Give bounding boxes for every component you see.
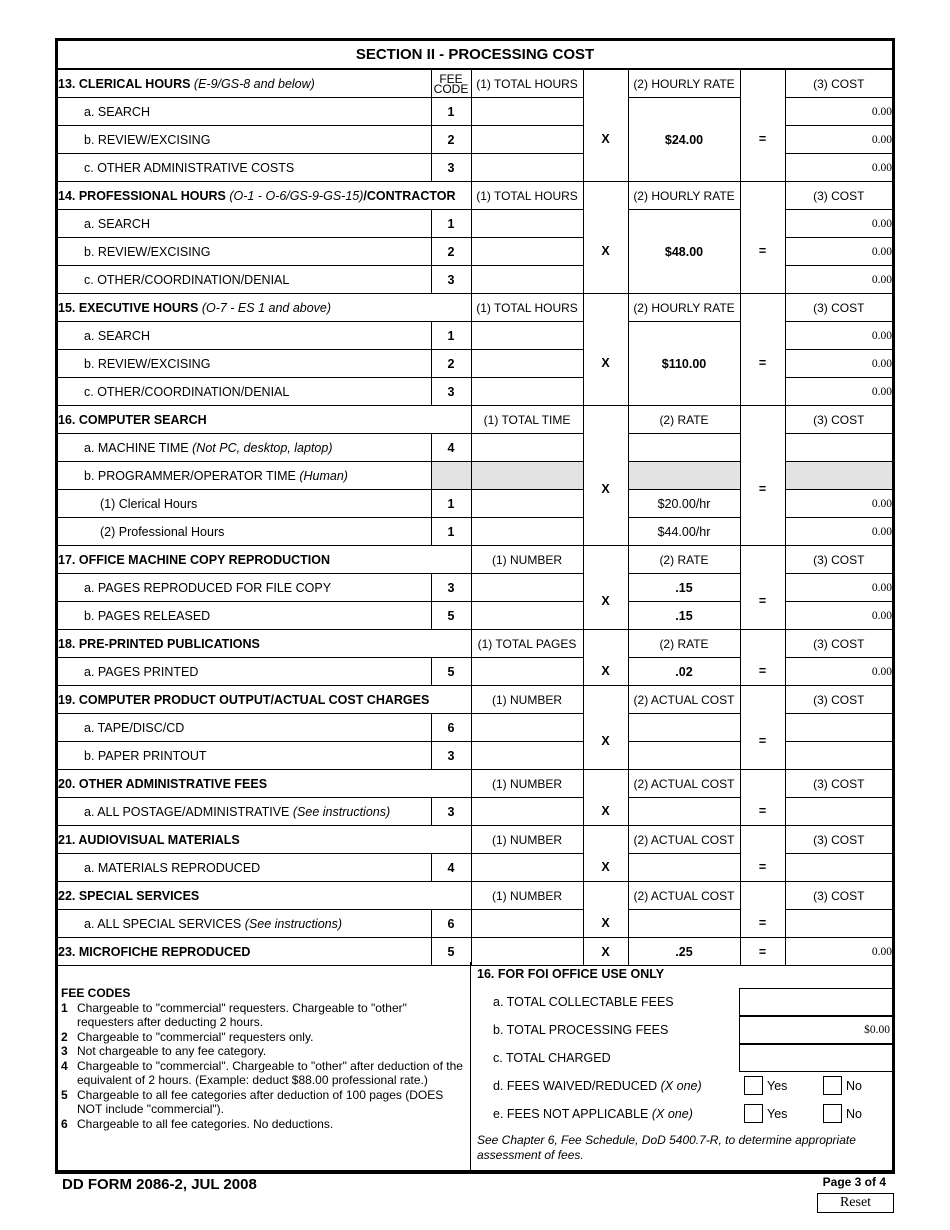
total-hours-field[interactable] [471,350,583,378]
s19-title: 19. COMPUTER PRODUCT OUTPUT/ACTUAL COST CHARGES [58,692,430,707]
shaded-cell [628,462,740,490]
row-label: b. REVIEW/EXCISING [58,126,431,154]
s14-header-row [58,182,892,210]
row-label: a. MACHINE TIME [84,440,189,455]
fee-code: 3 [431,742,471,770]
fee-code: 6 [431,714,471,742]
cost-header: (3) COST [785,294,892,322]
fee-code: 5 [431,938,471,966]
rate-value: .02 [628,658,740,686]
equals-sign: = [740,910,785,938]
fee-code: 1 [431,98,471,126]
multiply-sign: X [583,434,628,546]
cost-field[interactable]: 0.00 [785,126,892,154]
fee-code: 3 [431,266,471,294]
actual-cost-header: (2) ACTUAL COST [628,686,740,714]
total-processing-fees-value: $0.00 [864,1024,890,1036]
row-label: b. REVIEW/EXCISING [58,350,431,378]
foi-office-use-panel [472,962,892,1170]
fee-code: 5 [431,658,471,686]
actual-cost-field[interactable] [628,742,740,770]
s18-header-row [58,630,892,658]
actual-cost-header: (2) ACTUAL COST [628,882,740,910]
yes-label: Yes [767,1107,788,1121]
multiply-sign: X [583,322,628,406]
cost-header: (3) COST [785,406,892,434]
number-field[interactable] [471,910,583,938]
cost-field[interactable]: 0.00 [785,518,892,546]
fee-code: 3 [431,378,471,406]
equals-sign: = [740,434,785,546]
fees-not-applicable-yes-checkbox[interactable] [744,1104,763,1123]
s14-subtitle: (O-1 - O-6/GS-9-GS-15) [229,188,364,203]
cost-field[interactable] [785,434,892,462]
multiply-sign: X [583,574,628,630]
fees-not-applicable-label: e. FEES NOT APPLICABLE [493,1107,649,1121]
s15-subtitle: (O-7 - ES 1 and above) [201,300,332,315]
s17-header-row [58,546,892,574]
processing-cost-table [58,69,892,966]
row-label: b. PAGES RELEASED [58,602,431,630]
row-sublabel: (Not PC, desktop, laptop) [192,440,333,455]
cost-header: (3) COST [785,686,892,714]
hourly-rate-header: (2) HOURLY RATE [628,182,740,210]
hourly-rate-value: $24.00 [628,98,740,182]
s16-header-row [58,406,892,434]
table-row [58,322,892,350]
no-label: No [846,1107,862,1121]
row-sublabel: (See instructions) [244,916,343,931]
multiply-sign: X [583,210,628,294]
s18-title: 18. PRE-PRINTED PUBLICATIONS [58,636,260,651]
number-field[interactable] [471,602,583,630]
form-name: DD FORM 2086-2, JUL 2008 [62,1176,257,1193]
s20-header-row [58,770,892,798]
fees-waived-yes-checkbox[interactable] [744,1076,763,1095]
cost-field[interactable]: 0.00 [785,238,892,266]
row-label: a. PAGES PRINTED [58,658,431,686]
hourly-rate-value: $48.00 [628,210,740,294]
fee-code: 4 [431,434,471,462]
cost-field[interactable]: 0.00 [785,350,892,378]
cost-field[interactable]: 0.00 [785,378,892,406]
table-row [58,910,892,938]
s22-header-row [58,882,892,910]
cost-field[interactable]: 0.00 [785,210,892,238]
multiply-sign: X [583,910,628,938]
multiply-sign: X [583,798,628,826]
yes-label: Yes [767,1079,788,1093]
total-time-field[interactable] [471,518,583,546]
number-header: (1) NUMBER [471,546,583,574]
rate-value: $20.00/hr [628,490,740,518]
shaded-cell [471,462,583,490]
total-hours-field[interactable] [471,154,583,182]
fee-code-item: 1 Chargeable to "commercial" requesters. Chargeable to "other" requesters after deducting 2 hours. [61,1000,407,1029]
s23-title: 23. MICROFICHE REPRODUCED [58,944,251,959]
actual-cost-field[interactable] [628,798,740,826]
fee-code-item: 3 Not chargeable to any fee category. [61,1044,267,1058]
fees-not-applicable-no-checkbox[interactable] [823,1104,842,1123]
table-row [58,98,892,126]
number-header: (1) NUMBER [471,686,583,714]
row-label: a. ALL POSTAGE/ADMINISTRATIVE [84,804,290,819]
fees-waived-no-checkbox[interactable] [823,1076,842,1095]
actual-cost-field[interactable] [628,910,740,938]
equals-sign: = [740,714,785,770]
cost-field[interactable]: 0.00 [785,938,892,966]
section-title: SECTION II - PROCESSING COST [58,41,892,69]
row-label: a. TAPE/DISC/CD [58,714,431,742]
cost-field[interactable]: 0.00 [785,154,892,182]
number-header: (1) NUMBER [471,770,583,798]
s21-title: 21. AUDIOVISUAL MATERIALS [58,832,240,847]
cost-field[interactable]: 0.00 [785,322,892,350]
table-row [58,854,892,882]
no-label: No [846,1079,862,1093]
row-label: c. OTHER/COORDINATION/DENIAL [58,378,431,406]
row-label: b. PAPER PRINTOUT [58,742,431,770]
total-collectable-fees-field[interactable] [739,988,892,1016]
cost-field[interactable]: 0.00 [785,490,892,518]
cost-field[interactable]: 0.00 [785,266,892,294]
page-number: Page 3 of 4 [822,1175,886,1189]
fee-codes-title: FEE CODES [61,986,131,1000]
row-label: (2) Professional Hours [58,518,431,546]
s14-title-tail: /CONTRACTOR [363,188,456,203]
cost-header: (3) COST [785,70,892,98]
total-hours-header: (1) TOTAL HOURS [471,182,583,210]
rate-header: (2) RATE [628,546,740,574]
actual-cost-field[interactable] [628,854,740,882]
actual-cost-header: (2) ACTUAL COST [628,770,740,798]
number-field[interactable] [471,798,583,826]
s13-header-row [58,70,892,98]
rate-value: .25 [628,938,740,966]
fee-code: 6 [431,910,471,938]
total-hours-field[interactable] [471,98,583,126]
table-row [58,798,892,826]
row-label: b. PROGRAMMER/OPERATOR TIME [84,468,296,483]
cost-header: (3) COST [785,182,892,210]
fee-code: 3 [431,574,471,602]
fees-waived-sub: (X one) [660,1079,702,1093]
total-hours-field[interactable] [471,266,583,294]
fee-code: 3 [431,798,471,826]
equals-sign: = [740,322,785,406]
row-label: c. OTHER/COORDINATION/DENIAL [58,266,431,294]
cost-field[interactable] [785,910,892,938]
fees-not-applicable-sub: (X one) [651,1107,693,1121]
equals-sign: = [740,574,785,630]
fee-code: 1 [431,490,471,518]
bottom-section [55,962,895,1174]
row-label: a. SEARCH [58,98,431,126]
row-label: (1) Clerical Hours [58,490,431,518]
actual-cost-header: (2) ACTUAL COST [628,826,740,854]
table-row [58,434,892,462]
table-row [58,210,892,238]
s19-header-row [58,686,892,714]
fee-code-item: 2 Chargeable to "commercial" requesters only. [61,1029,314,1044]
total-collectable-fees-label: a. TOTAL COLLECTABLE FEES [493,995,674,1009]
cost-field[interactable] [785,854,892,882]
number-field[interactable] [471,854,583,882]
fee-codes-legend [58,962,471,1170]
number-field[interactable] [471,574,583,602]
row-label: c. OTHER ADMINISTRATIVE COSTS [58,154,431,182]
total-charged-field[interactable] [739,1044,892,1072]
equals-sign: = [740,938,785,966]
s15-header-row [58,294,892,322]
s16-title: 16. COMPUTER SEARCH [58,412,207,427]
shaded-cell [431,462,471,490]
cost-field[interactable]: 0.00 [785,98,892,126]
hourly-rate-value: $110.00 [628,322,740,406]
multiply-sign: X [583,714,628,770]
rate-field[interactable] [628,434,740,462]
row-label: a. SEARCH [58,322,431,350]
equals-sign: = [740,658,785,686]
s15-title: 15. EXECUTIVE HOURS [58,300,199,315]
s14-title: 14. PROFESSIONAL HOURS [58,188,226,203]
shaded-cell [785,462,892,490]
fee-code: 2 [431,350,471,378]
cost-header: (3) COST [785,882,892,910]
reset-button[interactable]: Reset [817,1193,894,1213]
fee-code: 5 [431,602,471,630]
total-time-field[interactable] [471,434,583,462]
multiply-sign: X [583,938,628,966]
multiply-sign: X [583,658,628,686]
table-row [58,574,892,602]
rate-header: (2) RATE [628,630,740,658]
row-label: a. ALL SPECIAL SERVICES [84,916,242,931]
rate-value: $44.00/hr [628,518,740,546]
fee-code-header: FEE CODE [431,70,471,98]
total-processing-fees-label: b. TOTAL PROCESSING FEES [493,1023,669,1037]
fee-code-item: 6 Chargeable to all fee categories. No deductions. [61,1116,334,1131]
equals-sign: = [740,210,785,294]
number-header: (1) NUMBER [471,826,583,854]
rate-value: .15 [628,574,740,602]
row-sublabel: (See instructions) [292,804,391,819]
total-hours-field[interactable] [471,126,583,154]
row-label: a. PAGES REPRODUCED FOR FILE COPY [58,574,431,602]
total-hours-field[interactable] [471,238,583,266]
fee-code: 1 [431,518,471,546]
row-sublabel: (Human) [299,468,348,483]
total-charged-label: c. TOTAL CHARGED [493,1051,611,1065]
fee-code: 2 [431,238,471,266]
cost-field[interactable] [785,798,892,826]
foi-title: 16. FOR FOI OFFICE USE ONLY [477,967,665,981]
multiply-sign: X [583,98,628,182]
row-label: a. MATERIALS REPRODUCED [58,854,431,882]
actual-cost-field[interactable] [628,714,740,742]
total-hours-header: (1) TOTAL HOURS [471,294,583,322]
total-pages-field[interactable] [471,658,583,686]
s22-title: 22. SPECIAL SERVICES [58,888,200,903]
s13-title: 13. CLERICAL HOURS [58,76,191,91]
multiply-sign: X [583,854,628,882]
s21-header-row [58,826,892,854]
total-hours-field[interactable] [471,210,583,238]
cost-field[interactable]: 0.00 [785,574,892,602]
fee-code: 4 [431,854,471,882]
cost-header: (3) COST [785,826,892,854]
processing-cost-form [55,38,895,966]
fee-code: 3 [431,154,471,182]
number-field[interactable] [471,714,583,742]
cost-field[interactable]: 0.00 [785,658,892,686]
fee-code: 2 [431,126,471,154]
row-label: b. REVIEW/EXCISING [58,238,431,266]
number-header: (1) NUMBER [471,882,583,910]
total-processing-fees-field[interactable] [739,1016,892,1044]
rate-value: .15 [628,602,740,630]
table-row [58,658,892,686]
fee-code: 1 [431,322,471,350]
total-hours-field[interactable] [471,322,583,350]
table-row [58,714,892,742]
cost-field[interactable]: 0.00 [785,602,892,630]
equals-sign: = [740,98,785,182]
total-hours-header: (1) TOTAL HOURS [471,70,583,98]
hourly-rate-header: (2) HOURLY RATE [628,294,740,322]
row-label: a. SEARCH [58,210,431,238]
rate-header: (2) RATE [628,406,740,434]
cost-header: (3) COST [785,770,892,798]
number-field[interactable] [471,742,583,770]
cost-header: (3) COST [785,546,892,574]
fees-waived-label: d. FEES WAIVED/REDUCED [493,1079,658,1093]
fee-code: 1 [431,210,471,238]
cost-field[interactable] [785,742,892,770]
fee-code-item: 4 Chargeable to "commercial". Chargeable to "other" after deduction of the equivalent of 2 hours. (Example: deduct $88.00 professional rate.) [61,1058,463,1087]
total-pages-header: (1) TOTAL PAGES [471,630,583,658]
total-hours-field[interactable] [471,378,583,406]
hourly-rate-header: (2) HOURLY RATE [628,70,740,98]
s20-title: 20. OTHER ADMINISTRATIVE FEES [58,776,268,791]
cost-header: (3) COST [785,630,892,658]
cost-field[interactable] [785,714,892,742]
equals-sign: = [740,854,785,882]
total-time-field[interactable] [471,490,583,518]
fee-schedule-note: See Chapter 6, Fee Schedule, DoD 5400.7-R, to determine appropriate assessment of fees. [477,1133,856,1162]
fee-code-item: 5 Chargeable to all fee categories after deduction of 100 pages (DOES NOT include "commercial"). [61,1087,444,1116]
s13-subtitle: (E-9/GS-8 and below) [193,76,315,91]
total-time-header: (1) TOTAL TIME [471,406,583,434]
equals-sign: = [740,798,785,826]
s17-title: 17. OFFICE MACHINE COPY REPRODUCTION [58,552,331,567]
